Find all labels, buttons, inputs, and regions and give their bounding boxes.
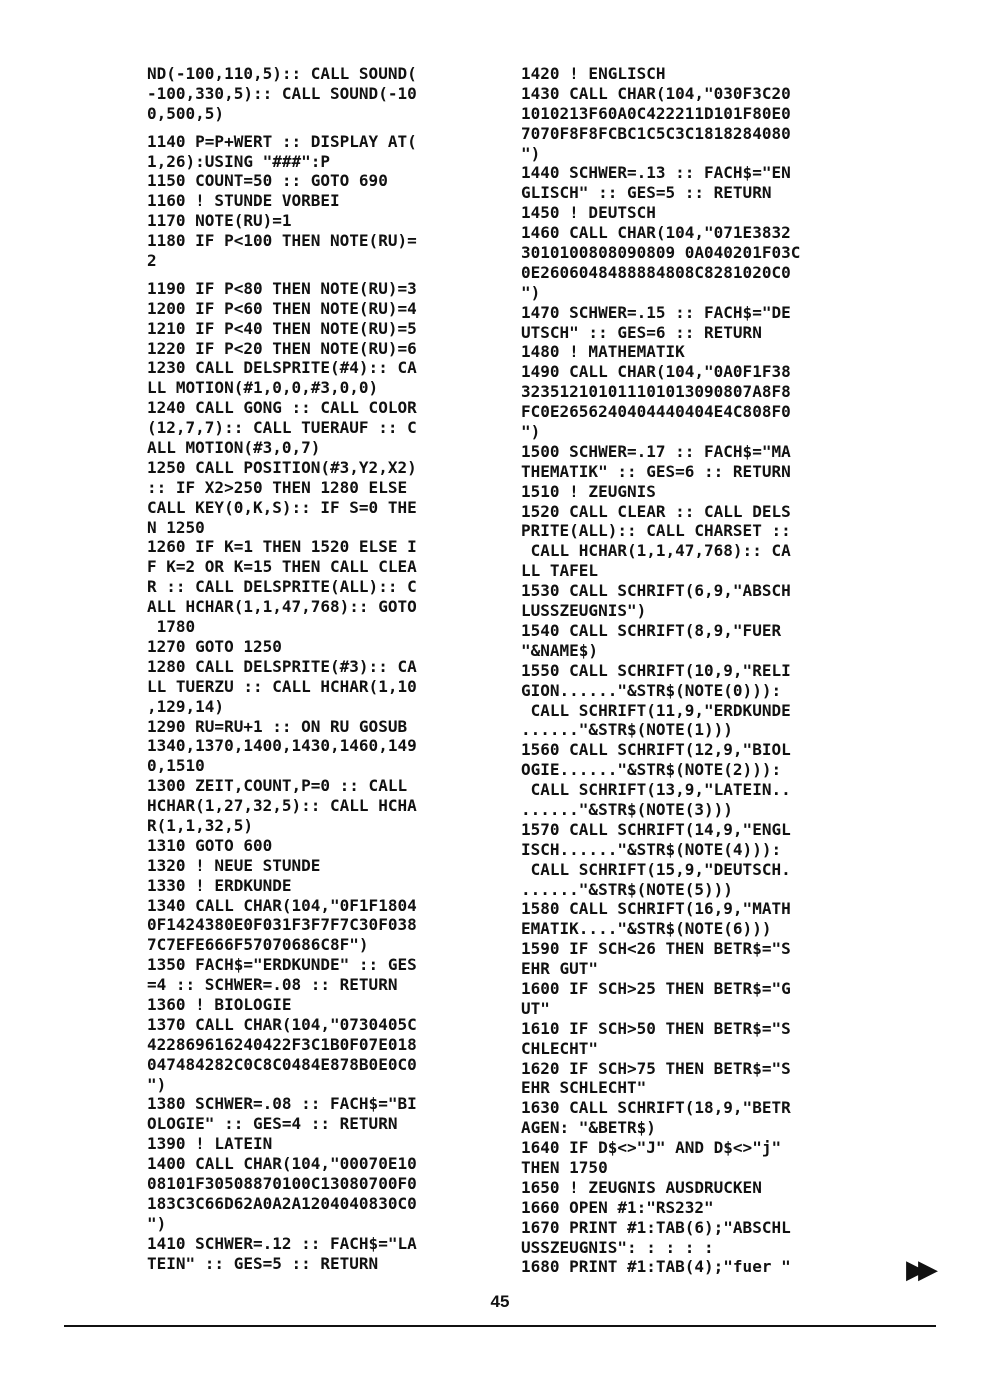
code-line: 323512101011101013090807A8F8 <box>521 382 791 402</box>
code-line: ND(-100,110,5):: CALL SOUND( <box>147 64 417 83</box>
code-line: 1140 P=P+WERT :: DISPLAY AT( <box>147 131 417 151</box>
code-line: 1540 CALL SCHRIFT(8,9,"FUER <box>521 620 782 640</box>
code-line: 1330 ! ERDKUNDE <box>147 875 292 895</box>
code-line: 1670 PRINT #1:TAB(6);"ABSCHL <box>521 1217 791 1237</box>
code-line: 1240 CALL GONG :: CALL COLOR <box>147 398 417 418</box>
code-line: 1360 ! BIOLOGIE <box>147 994 292 1014</box>
code-line: ......"&STR$(NOTE(1))) <box>521 720 733 740</box>
code-line: 1520 CALL CLEAR :: CALL DELS <box>521 501 791 521</box>
code-line: 1650 ! ZEUGNIS AUSDRUCKEN <box>521 1177 762 1197</box>
code-line: OGIE......"&STR$(NOTE(2))): <box>521 760 782 780</box>
code-line: UTSCH" :: GES=6 :: RETURN <box>521 322 762 342</box>
code-line: 1190 IF P<80 THEN NOTE(RU)=3 <box>147 278 417 298</box>
code-line: USSZEUGNIS": : : : : <box>521 1237 714 1257</box>
code-column-right <box>521 64 881 1277</box>
code-line: 1250 CALL POSITION(#3,Y2,X2) <box>147 457 417 477</box>
code-line: 1410 SCHWER=.12 :: FACH$="LA <box>147 1233 417 1253</box>
code-line: 1580 CALL SCHRIFT(16,9,"MATH <box>521 899 791 919</box>
code-line: (12,7,7):: CALL TUERAUF :: C <box>147 418 417 438</box>
code-line: 1590 IF SCH<26 THEN BETR$="S <box>521 939 791 959</box>
code-line: 1300 ZEIT,COUNT,P=0 :: CALL <box>147 776 408 796</box>
code-line: 1180 IF P<100 THEN NOTE(RU)= <box>147 231 417 251</box>
code-line: 08101F30508870100C13080700F0 <box>147 1173 417 1193</box>
continue-arrow-icon: ▶▶ <box>906 1255 930 1285</box>
code-line: =4 :: SCHWER=.08 :: RETURN <box>147 975 398 995</box>
code-line: 1640 IF D$<>"J" AND D$<>"j" <box>521 1138 782 1158</box>
code-line: 1160 ! STUNDE VORBEI <box>147 191 340 211</box>
code-line: 7C7EFE666F57070686C8F") <box>147 935 369 955</box>
code-line: 1630 CALL SCHRIFT(18,9,"BETR <box>521 1098 791 1118</box>
code-line: 1510 ! ZEUGNIS <box>521 481 656 501</box>
code-line: 1560 CALL SCHRIFT(12,9,"BIOL <box>521 740 791 760</box>
code-line: THEN 1750 <box>521 1157 608 1177</box>
code-line: ISCH......"&STR$(NOTE(4))): <box>521 839 782 859</box>
code-line: 1320 ! NEUE STUNDE <box>147 855 321 875</box>
code-line: PRITE(ALL):: CALL CHARSET :: <box>521 521 791 541</box>
code-line: 1310 GOTO 600 <box>147 835 273 855</box>
code-line: CHLECHT" <box>521 1038 599 1058</box>
code-line: 2 <box>147 251 157 271</box>
code-line: 1150 COUNT=50 :: GOTO 690 <box>147 171 388 191</box>
code-line: UT" <box>521 998 550 1018</box>
code-line: -100,330,5):: CALL SOUND(-10 <box>147 83 417 103</box>
code-line: ") <box>147 1213 167 1233</box>
code-line: LL TAFEL <box>521 561 599 581</box>
code-line: ALL HCHAR(1,1,47,768):: GOTO <box>147 597 417 617</box>
code-line: 3010100808090809 0A040201F03C <box>521 243 801 263</box>
code-line: 1170 NOTE(RU)=1 <box>147 211 292 231</box>
code-line: 1480 ! MATHEMATIK <box>521 342 685 362</box>
code-line: 1500 SCHWER=.17 :: FACH$="MA <box>521 441 791 461</box>
code-line: 0E2606048488884808C8281020C0 <box>521 262 791 282</box>
code-line: TEIN" :: GES=5 :: RETURN <box>147 1253 379 1273</box>
code-line: 1440 SCHWER=.13 :: FACH$="EN <box>521 163 791 183</box>
page-number: 45 <box>490 1292 510 1311</box>
code-line: 1200 IF P<60 THEN NOTE(RU)=4 <box>147 298 417 318</box>
code-line: ALL MOTION(#3,0,7) <box>147 438 321 458</box>
code-line: CALL HCHAR(1,1,47,768):: CA <box>521 541 791 561</box>
code-line: 1470 SCHWER=.15 :: FACH$="DE <box>521 302 791 322</box>
code-line: R :: CALL DELSPRITE(ALL):: C <box>147 577 417 597</box>
code-line: OLOGIE" :: GES=4 :: RETURN <box>147 1114 398 1134</box>
code-line: ") <box>521 143 541 163</box>
code-line: AGEN: "&BETR$) <box>521 1118 656 1138</box>
code-line: 1010213F60A0C422211D101F80E0 <box>521 103 791 123</box>
code-line: 1680 PRINT #1:TAB(4);"fuer " <box>521 1257 791 1277</box>
code-line: 1620 IF SCH>75 THEN BETR$="S <box>521 1058 791 1078</box>
code-line: 1290 RU=RU+1 :: ON RU GOSUB <box>147 716 408 736</box>
code-line: 1370 CALL CHAR(104,"0730405C <box>147 1014 417 1034</box>
code-line: ,129,14) <box>147 696 225 716</box>
code-line: 1350 FACH$="ERDKUNDE" :: GES <box>147 955 417 975</box>
code-line: LL TUERZU :: CALL HCHAR(1,10 <box>147 676 417 696</box>
code-line: 1220 IF P<20 THEN NOTE(RU)=6 <box>147 338 417 358</box>
code-line: 1530 CALL SCHRIFT(6,9,"ABSCH <box>521 581 791 601</box>
code-line: 1430 CALL CHAR(104,"030F3C20 <box>521 83 791 103</box>
footer-rule <box>64 1325 936 1327</box>
code-line: 0,1510 <box>147 756 205 776</box>
code-line: 1280 CALL DELSPRITE(#3):: CA <box>147 656 417 676</box>
code-line: 1780 <box>147 617 196 637</box>
code-line: 1270 GOTO 1250 <box>147 636 282 656</box>
code-line: :: IF X2>250 THEN 1280 ELSE <box>147 477 408 497</box>
code-line: 1570 CALL SCHRIFT(14,9,"ENGL <box>521 819 791 839</box>
code-line: HCHAR(1,27,32,5):: CALL HCHA <box>147 796 417 816</box>
code-line: CALL SCHRIFT(15,9,"DEUTSCH. <box>521 859 791 879</box>
code-line: F K=2 OR K=15 THEN CALL CLEA <box>147 557 417 577</box>
code-line: 1660 OPEN #1:"RS232" <box>521 1197 714 1217</box>
code-line <box>147 124 507 132</box>
code-line: LUSSZEUGNIS") <box>521 601 647 621</box>
code-line: 7070F8F8FCBC1C5C3C1818284080 <box>521 123 791 143</box>
code-line: 1340,1370,1400,1430,1460,149 <box>147 736 417 756</box>
code-line: CALL SCHRIFT(11,9,"ERDKUNDE <box>521 700 791 720</box>
code-line: 1450 ! DEUTSCH <box>521 203 656 223</box>
code-line: GLISCH" :: GES=5 :: RETURN <box>521 183 772 203</box>
code-line: 1550 CALL SCHRIFT(10,9,"RELI <box>521 660 791 680</box>
code-line: EMATIK...."&STR$(NOTE(6))) <box>521 919 772 939</box>
code-line: 183C3C66D62A0A2A1204040830C0 <box>147 1193 417 1213</box>
code-line: R(1,1,32,5) <box>147 815 253 835</box>
code-line: THEMATIK" :: GES=6 :: RETURN <box>521 461 791 481</box>
code-line: 1390 ! LATEIN <box>147 1134 273 1154</box>
code-line: 422869616240422F3C1B0F07E018 <box>147 1034 417 1054</box>
code-line: 1340 CALL CHAR(104,"0F1F1804 <box>147 895 417 915</box>
code-line: CALL SCHRIFT(13,9,"LATEIN.. <box>521 780 791 800</box>
code-line: ") <box>521 282 541 302</box>
code-column-left <box>147 64 507 1273</box>
code-line: 1260 IF K=1 THEN 1520 ELSE I <box>147 537 417 557</box>
code-line: 1490 CALL CHAR(104,"0A0F1F38 <box>521 362 791 382</box>
code-line: 1600 IF SCH>25 THEN BETR$="G <box>521 978 791 998</box>
code-line: EHR GUT" <box>521 959 599 979</box>
code-line: ") <box>147 1074 167 1094</box>
code-line: EHR SCHLECHT" <box>521 1078 647 1098</box>
code-line: GION......"&STR$(NOTE(0))): <box>521 680 782 700</box>
code-line <box>147 271 507 279</box>
code-line: 1460 CALL CHAR(104,"071E3832 <box>521 223 791 243</box>
code-line: ......"&STR$(NOTE(3))) <box>521 799 733 819</box>
code-line: ") <box>521 422 541 442</box>
code-line: 1400 CALL CHAR(104,"00070E10 <box>147 1154 417 1174</box>
code-line: N 1250 <box>147 517 205 537</box>
code-line: LL MOTION(#1,0,0,#3,0,0) <box>147 378 379 398</box>
code-line: 1,26):USING "###":P <box>147 151 331 171</box>
code-line: FC0E2656240404440404E4C808F0 <box>521 402 791 422</box>
code-line: "&NAME$) <box>521 640 599 660</box>
code-line: 047484282C0C8C0484E878B0E0C0 <box>147 1054 417 1074</box>
code-line: ......"&STR$(NOTE(5))) <box>521 879 733 899</box>
code-line: 1230 CALL DELSPRITE(#4):: CA <box>147 358 417 378</box>
code-line: 0F1424380E0F031F3F7F7C30F038 <box>147 915 417 935</box>
code-line: 0,500,5) <box>147 103 225 123</box>
code-line: 1380 SCHWER=.08 :: FACH$="BI <box>147 1094 417 1114</box>
code-line: 1610 IF SCH>50 THEN BETR$="S <box>521 1018 791 1038</box>
code-line: 1210 IF P<40 THEN NOTE(RU)=5 <box>147 318 417 338</box>
code-line: CALL KEY(0,K,S):: IF S=0 THE <box>147 497 417 517</box>
code-line: 1420 ! ENGLISCH <box>521 64 666 83</box>
